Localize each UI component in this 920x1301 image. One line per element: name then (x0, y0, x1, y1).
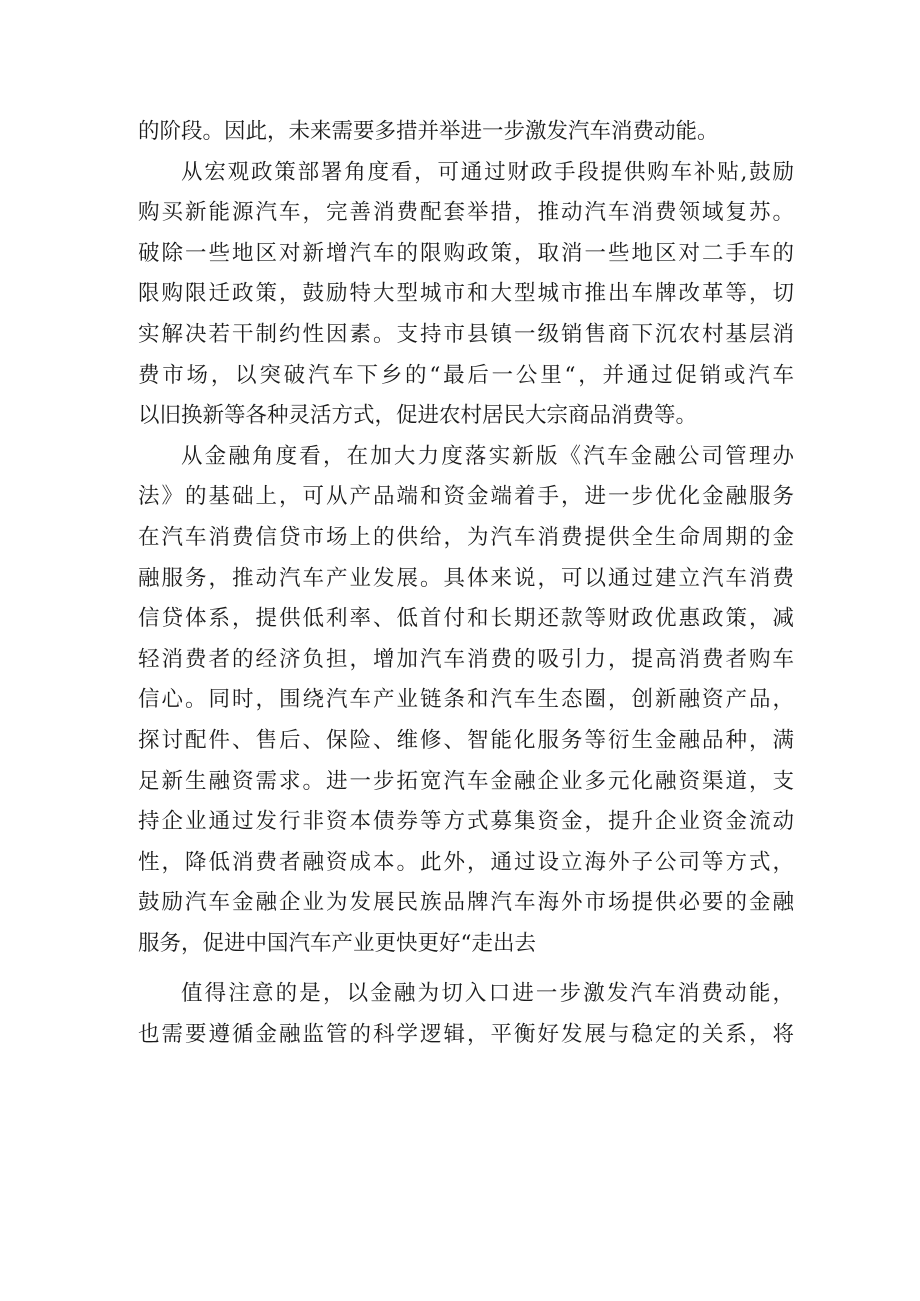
text-line: 探讨配件、售后、保险、维修、智能化服务等衍生金融品种，满 (138, 727, 794, 753)
text-line: 以旧换新等各种灵活方式，促进农村居民大宗商品消费等。 (138, 403, 698, 429)
text-line: 实解决若干制约性因素。支持市县镇一级销售商下沉农村基层消 (138, 321, 794, 347)
text-line: 信心。同时，围绕汽车产业链条和汽车生态圈，创新融资产品， (138, 687, 794, 713)
text-line: 足新生融资需求。进一步拓宽汽车金融企业多元化融资渠道，支 (138, 768, 794, 794)
text-line: 性，降低消费者融资成本。此外，通过设立海外子公司等方式， (138, 849, 794, 875)
text-line: 费市场，以突破汽车下乡的“最后一公里“，并通过促销或汽车 (138, 362, 794, 388)
text-line: 信贷体系，提供低利率、低首付和长期还款等财政优惠政策，减 (138, 606, 794, 632)
text-line: 轻消费者的经济负担，增加汽车消费的吸引力，提高消费者购车 (138, 646, 794, 672)
text-line: 服务，促进中国汽车产业更快更好“走出去 (138, 930, 536, 956)
paragraph-3 (138, 437, 794, 965)
text-line: 值得注意的是，以金融为切入口进一步激发汽车消费动能， (181, 981, 794, 1007)
text-line: 购买新能源汽车，完善消费配套举措，推动汽车消费领域复苏。 (138, 200, 794, 226)
text-line: 持企业通过发行非资本债券等方式募集资金，提升企业资金流动 (138, 809, 794, 835)
text-line: 也需要遵循金融监管的科学逻辑，平衡好发展与稳定的关系，将 (138, 1022, 794, 1048)
text-line: 的阶段。因此，未来需要多措并举进一步激发汽车消费动能。 (138, 119, 719, 144)
paragraph-4 (138, 974, 794, 1055)
text-line: 从宏观政策部署角度看，可通过财政手段提供购车补贴,鼓励 (181, 159, 794, 185)
text-line: 融服务，推动汽车产业发展。具体来说，可以通过建立汽车消费 (138, 565, 794, 591)
paragraph-1 (138, 112, 794, 153)
body-text (138, 112, 794, 1056)
paragraph-spacer (138, 964, 794, 974)
text-line: 法》的基础上，可从产品端和资金端着手，进一步优化金融服务 (138, 484, 794, 510)
text-line: 鼓励汽车金融企业为发展民族品牌汽车海外市场提供必要的金融 (138, 890, 794, 916)
text-line: 在汽车消费信贷市场上的供给，为汽车消费提供全生命周期的金 (138, 524, 794, 550)
text-line: 限购限迁政策，鼓励特大型城市和大型城市推出车牌改革等，切 (138, 281, 794, 307)
text-line: 从金融角度看，在加大力度落实新版《汽车金融公司管理办 (181, 443, 794, 469)
paragraph-2 (138, 153, 794, 437)
text-line: 破除一些地区对新增汽车的限购政策，取消一些地区对二手车的 (138, 240, 794, 266)
